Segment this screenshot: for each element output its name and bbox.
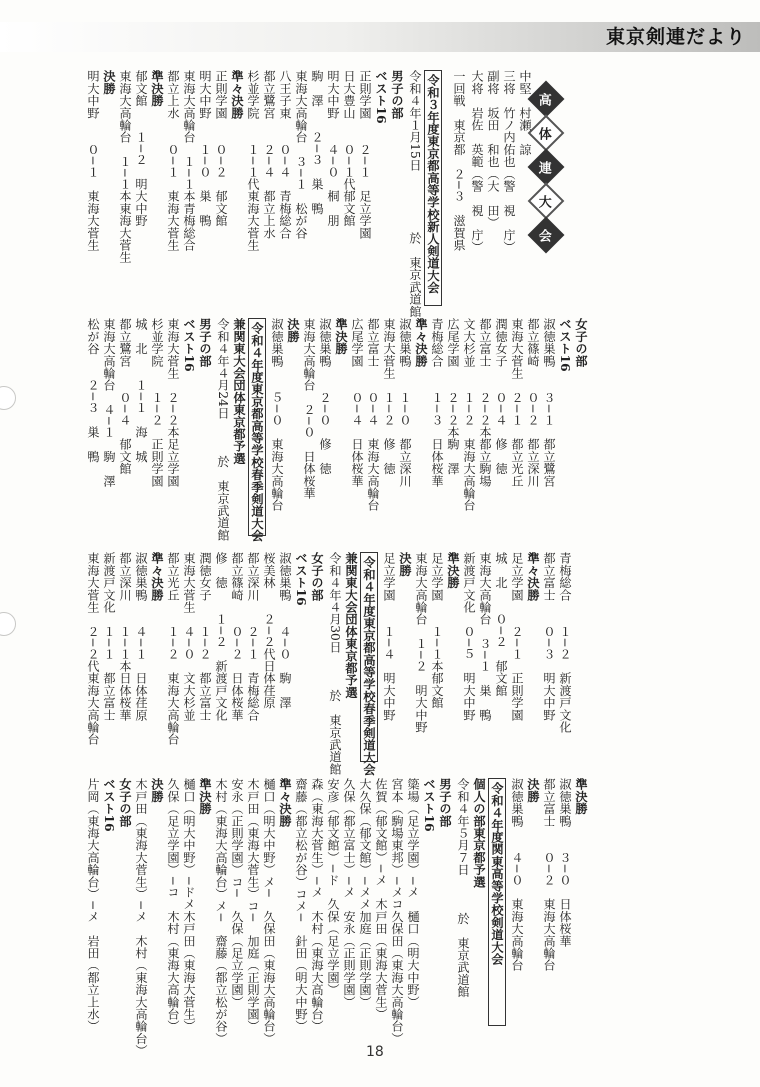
result-line: 八王子東 ０−４ 青梅総合 — [278, 70, 292, 239]
section-label: ベスト16 — [102, 778, 116, 832]
result-line: 淑徳巣鴨 ５−０ 東海大高輪台 — [270, 318, 284, 512]
result-line: 東海大高輪台 ２−０ 日体桜華 — [302, 318, 316, 500]
result-line: 東海大高輪台 １−２ 明大中野 — [414, 552, 428, 734]
tournament-title: 令和４年度東京都高等学校春季剣道大会 — [360, 552, 378, 762]
section-label: 準々決勝 — [526, 552, 540, 601]
tournament-title: 令和３年度東京都高等学校新人剣道大会 — [424, 70, 442, 306]
result-line: 東海大菅生 ２−１ 都立光丘 — [510, 318, 524, 487]
results-tier-3 — [86, 552, 700, 776]
section-label: 個人の部東京都予選 — [472, 778, 486, 888]
section-label: 準決勝 — [334, 318, 348, 355]
result-line: 松が谷 ２−３ 巣 鴨 — [86, 318, 100, 463]
result-line: 都立深川 １−１本日体桜華 — [118, 552, 132, 721]
result-line: 齋藤（都立松が谷）コメ− 針田（明大中野） — [294, 778, 308, 1033]
result-line: 東海大菅生 １−２ 修 徳 — [382, 318, 396, 475]
result-line: 片岡（東海大高輪台）−メ 岩田（都立上水） — [86, 778, 100, 1033]
result-line: 大将 岩佐 英範（警 視 庁） — [470, 70, 484, 253]
result-line: 明大中野 ０−１ 東海大菅生 — [86, 70, 100, 252]
section-label: 兼関東大会団体東京都予選 — [232, 318, 246, 465]
result-line: 久保（足立学園）−コ 木村（東海大高輪台） — [166, 778, 180, 1033]
section-label: 女子の部 — [574, 318, 588, 367]
result-line: 新渡戸文化 １−１ 都立富士 — [102, 552, 116, 721]
result-line: 足立学園 １−４ 明大中野 — [382, 552, 396, 721]
section-label: 男子の部 — [198, 318, 212, 367]
result-line: 淑徳巣鴨 ３−０ 日体桜華 — [558, 778, 572, 947]
binder-hole — [0, 386, 16, 410]
section-label: ベスト16 — [558, 318, 572, 372]
section-label: 決勝 — [102, 70, 116, 95]
result-line: 正則学園 ０−２ 郁文館 — [214, 70, 228, 227]
result-line: 東海大菅生 ２−２本足立学園 — [166, 318, 180, 487]
result-line: 都立富士 ２−２本都立駒場 — [478, 318, 492, 487]
result-line: 都立鷺宮 ０−４ 郁文館 — [118, 318, 132, 475]
result-line: 都立篠崎 ０−２ 都立深川 — [526, 318, 540, 487]
section-label: 準々決勝 — [230, 70, 244, 119]
result-line: 広尾学園 ０−４ 日体桜華 — [350, 318, 364, 487]
result-line: 駒 澤 ２−３ 巣 鴨 — [310, 70, 324, 215]
result-line: 令和４年１月15日 於 東京武道館 — [408, 70, 422, 318]
section-label: 女子の部 — [310, 552, 324, 601]
newsletter-title: 東京剣連だより — [605, 26, 746, 48]
result-line: 副将 坂田 和也（大 田） — [486, 70, 500, 229]
result-line: 令和４年４月24日 於 東京武道館 — [216, 318, 230, 541]
result-line: 正則学園 ２−１ 足立学園 — [358, 70, 372, 239]
result-line: 東海大高輪台 １−１本東海大菅生 — [118, 70, 132, 264]
result-line: 淑徳巣鴨 ４−１ 日体荏原 — [134, 552, 148, 721]
title-char: 体 — [539, 127, 553, 143]
tournament-title: 令和４年度東京都高等学校春季剣道大会 — [248, 318, 266, 536]
result-line: 樋口（明大中野）−ドメ木戸田（東海大菅生） — [182, 778, 196, 1033]
section-label: 準々決勝 — [150, 552, 164, 601]
result-line: 日大豊山 ０−１代郁文館 — [342, 70, 356, 227]
title-char: 高 — [539, 93, 553, 109]
tournament-title: 令和４年度関東高等学校剣道大会 — [488, 778, 506, 1026]
result-line: 城 北 ０−２ 郁文館 — [494, 552, 508, 697]
result-line: 都立上水 ０−１ 東海大菅生 — [166, 70, 180, 252]
result-line: 淑徳巣鴨 ３−１ 都立鷺宮 — [542, 318, 556, 487]
section-label: 準決勝 — [446, 552, 460, 589]
result-line: 都立篠崎 ０−２ 日体桜華 — [230, 552, 244, 721]
result-line: 杉並学院 １−２ 正則学園 — [150, 318, 164, 487]
result-line: 淑徳巣鴨 ４−０ 東海大高輪台 — [510, 778, 524, 972]
result-line: 潤徳女子 ０−４ 修 徳 — [494, 318, 508, 475]
result-line: 青梅総合 １−２ 新渡戸文化 — [558, 552, 572, 734]
result-line: 桜美林 ２−２代日体荏原 — [262, 552, 276, 709]
result-line: 足立学園 ２−１ 正則学園 — [510, 552, 524, 721]
section-label: ベスト16 — [422, 778, 436, 832]
section-label: 準々決勝 — [278, 778, 292, 827]
result-line: 久保（都立富士）−メ 安永（正則学園） — [342, 778, 356, 1008]
result-line: 大久保（郁文館）−メメ加庭（正則学園） — [358, 778, 372, 1008]
section-label: 準決勝 — [150, 70, 164, 107]
section-label: ベスト16 — [294, 552, 308, 606]
results-tier-1 — [86, 70, 700, 318]
result-line: 淑徳巣鴨 １−０ 都立深川 — [398, 318, 412, 487]
result-line: 広尾学園 ２−２本駒 澤 — [446, 318, 460, 475]
result-line: 一回戦 東京都 ２−３ 滋賀県 — [452, 70, 466, 252]
title-char: 大 — [539, 195, 553, 211]
page-number: 18 — [366, 1044, 384, 1060]
result-line: 東海大高輪台 ３−１ 松が谷 — [294, 70, 308, 239]
results-tier-2 — [86, 318, 700, 542]
result-line: 潤徳女子 １−２ 都立富士 — [198, 552, 212, 721]
result-line: 三将 竹ノ内佑也（警 視 庁） — [502, 70, 516, 253]
section-label: 準決勝 — [574, 778, 588, 815]
result-line: 木戸田（東海大菅生）−メ 木村（東海大高輪台） — [134, 778, 148, 1057]
result-line: 都立富士 ０−４ 東海大高輪台 — [366, 318, 380, 512]
title-char: 連 — [539, 161, 553, 177]
result-line: 宮本（駒場東邦）−メコ久保田（東海大高輪台） — [390, 778, 404, 1045]
result-line: 足立学園 １−１本郁文館 — [430, 552, 444, 709]
section-label: 決勝 — [398, 552, 412, 577]
result-line: 東海大菅生 ２−２代東海大高輪台 — [86, 552, 100, 746]
result-line: 修 徳 １−２ 新渡戸文化 — [214, 552, 228, 721]
section-label: 兼関東大会団体東京都予選 — [344, 552, 358, 699]
vertical-text-column — [86, 552, 572, 776]
result-line: 安永（正則学園）コ− 久保（足立学園） — [230, 778, 244, 1008]
vertical-text-column — [86, 318, 588, 542]
section-label: 男子の部 — [390, 70, 404, 119]
section-label: 準々決勝 — [414, 318, 428, 367]
result-line: 青梅総合 １−３ 日体桜華 — [430, 318, 444, 487]
section-label: 決勝 — [150, 778, 164, 803]
result-line: 安彦（郁文館）−ド 久保（足立学園） — [326, 778, 340, 996]
result-line: 都立富士 ０−３ 明大中野 — [542, 552, 556, 721]
result-line: 東海大高輪台 ４−１ 駒 澤 — [102, 318, 116, 487]
title-char: 会 — [539, 229, 553, 245]
result-line: 杉並学院 １−１代東海大菅生 — [246, 70, 260, 252]
result-line: 東海大菅生 ４−０ 文大杉並 — [182, 552, 196, 721]
result-line: 佐賀（郁文館）−メ 木戸田（東海大菅生） — [374, 778, 388, 1021]
section-label: ベスト16 — [374, 70, 388, 124]
section-label: ベスト16 — [182, 318, 196, 372]
vertical-text-column — [86, 70, 532, 318]
result-line: 東海大高輪台 ３−１ 巣 鴨 — [478, 552, 492, 721]
result-line: 樋口（明大中野）メ− 久保田（東海大高輪台） — [262, 778, 276, 1045]
result-line: 明大中野 ４−０ 桐 朋 — [326, 70, 340, 227]
result-line: 簗場（足立学園）−メ 樋口（明大中野） — [406, 778, 420, 1008]
result-line: 東海大高輪台 １−１本青梅総合 — [182, 70, 196, 252]
section-label: 男子の部 — [438, 778, 452, 827]
section-label: 女子の部 — [118, 778, 132, 827]
section-label: 決勝 — [526, 778, 540, 803]
result-line: 淑徳巣鴨 ２−０ 修 徳 — [318, 318, 332, 475]
result-line: 城 北 １−１ 海 城 — [134, 318, 148, 463]
section-label: 準決勝 — [198, 778, 212, 815]
result-line: 明大中野 １−０ 巣 鴨 — [198, 70, 212, 227]
result-line: 文大杉並 １−２ 東海大高輪台 — [462, 318, 476, 512]
result-line: 森（東海大菅生）−メ 木村（東海大高輪台） — [310, 778, 324, 1033]
result-line: 令和４年４月30日 於 東京武道館 — [328, 552, 342, 775]
result-line: 新渡戸文化 ０−５ 明大中野 — [462, 552, 476, 721]
result-line: 令和４年５月７日 於 東京武道館 — [456, 778, 470, 998]
section-label: 決勝 — [286, 318, 300, 343]
result-line: 都立光丘 １−２ 東海大高輪台 — [166, 552, 180, 746]
result-line: 淑徳巣鴨 ４−０ 駒 澤 — [278, 552, 292, 709]
result-line: 郁文館 １−２ 明大中野 — [134, 70, 148, 227]
result-line: 木村（東海大高輪台）メ− 齋藤（都立松が谷） — [214, 778, 228, 1045]
result-line: 都立鷺宮 ２−４ 都立上水 — [262, 70, 276, 239]
result-line: 木戸田（東海大菅生）コ− 加庭（正則学園） — [246, 778, 260, 1033]
result-line: 都立富士 ０−２ 東海大高輪台 — [542, 778, 556, 972]
result-line: 中堅 村瀬 諒 — [518, 70, 532, 156]
result-line: 都立深川 ２−１ 青梅総合 — [246, 552, 260, 721]
binder-hole — [0, 612, 16, 636]
